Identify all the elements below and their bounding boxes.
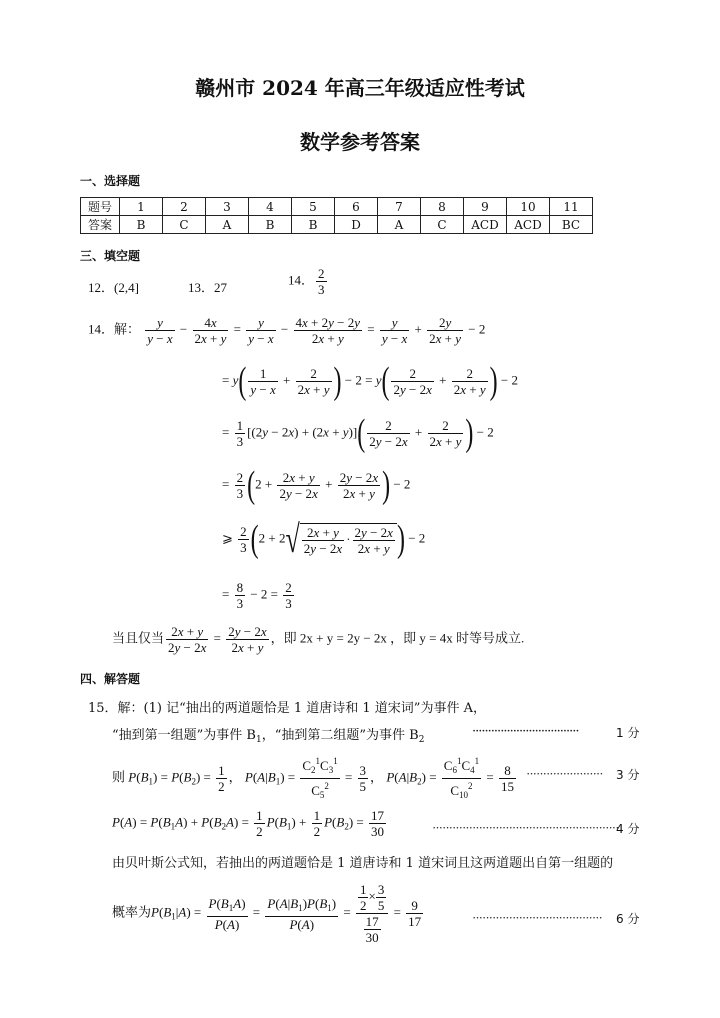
- table-cell: 2: [163, 198, 206, 216]
- document-subtitle: 数学参考答案: [300, 130, 420, 154]
- table-cell: A: [206, 216, 249, 234]
- document-title: 赣州市 2024 年高三年级适应性考试: [195, 76, 525, 100]
- solution-14-line4: = $\frac{2}{3}$ (2 + $\frac{2x + y}{2y - 2x}$ + $\frac{2y - 2x}{2x + y}$ ) − 2: [222, 464, 411, 507]
- fill-answer-12: 12．(2,4]: [88, 280, 139, 295]
- table-row-numbers: [81, 198, 593, 216]
- solution-14-line2: = y( $\frac{1}{y - x}$ + $\frac{2}{2x + y}$ ) − 2 = y( $\frac{2}{2y - 2x}$ + $\frac{2}{2x + y}$ ) − 2: [222, 360, 518, 403]
- table-cell: 4: [249, 198, 292, 216]
- q15-line4: $P(A) = P(B_1A) + P(B_2A)$ = $\frac{1}{2}$ $P(B_1)$ + $\frac{1}{2}$ $P(B_2)$ = $\frac{17}{30}$ ························································ 4 分: [112, 808, 640, 839]
- table-cell: B: [249, 216, 292, 234]
- table-cell: ACD: [464, 216, 507, 234]
- solution-14-line1: 14．解： $\frac{y}{y - x}$ − $\frac{4x}{2x + y}$ = $\frac{y}{y - x}$ − $\frac{4x + 2y - 2y}{2x + y}$ = $\frac{y}{y - x}$ + $\frac{2y}{2x + y}$ − 2: [88, 315, 486, 346]
- table-cell: 7: [378, 198, 421, 216]
- table-cell: BC: [550, 216, 593, 234]
- table-cell: C: [421, 216, 464, 234]
- table-cell: 5: [292, 198, 335, 216]
- q15-bayes-text: 由贝叶斯公式知，若抽出的两道题恰是 1 道唐诗和 1 道宋词且这两道题出自第一组题的: [112, 856, 614, 871]
- fill-answer-13: 13．27: [188, 280, 228, 295]
- table-cell: 9: [464, 198, 507, 216]
- q15-line2: “抽到第一组题”为事件 $B_1$，“抽到第二组题”为事件 $B_2$ ·································· 1 分: [112, 724, 640, 745]
- q15-line3: 则 $P(B_1) = P(B_2)$ = $\frac{1}{2}$ ， $P(A|B_1)$ = $\frac{C_2^1C_3^1}{C_5^2}$ = $\frac{3}{5}$ ， $P(A|B_2)$ = $\frac{C_6^1C_4^1}{C_{10}^2}$ = $\frac{8}{15}$ ······················· 3 分: [112, 756, 640, 800]
- table-cell: 3: [206, 198, 249, 216]
- table-cell: 1: [120, 198, 163, 216]
- section-fill-heading: 三、填空题: [80, 249, 141, 263]
- table-row-answers: [81, 216, 593, 234]
- q15-line6: 概率为$P(B_1|A)$ = $\frac{P(B_1A)}{P(A)}$ = $\frac{P(A|B_1)P(B_1)}{P(A)}$ = $\frac{1}{2}$ × $\frac{3}{5}$ $\frac{17}{30}$ = $\frac{9}{17}$ ······································· 6 分: [112, 882, 640, 945]
- table-cell: 11: [550, 198, 593, 216]
- q15-line1: 15．解：(1) 记“抽出的两道题恰是 1 道唐诗和 1 道宋词”为事件 A，: [88, 701, 486, 716]
- table-cell: ACD: [507, 216, 550, 234]
- table-cell: A: [378, 216, 421, 234]
- section-choice-heading: 一、选择题: [80, 174, 141, 188]
- table-header-label: 题号: [81, 198, 120, 216]
- solution-14-line5: ⩾ $\frac{2}{3}$ (2 + 2√ $\frac{2x + y}{2y - 2x}$ · $\frac{2y - 2x}{2x + y}$ ) − 2: [222, 517, 426, 561]
- table-cell: C: [163, 216, 206, 234]
- table-cell: 6: [335, 198, 378, 216]
- solution-14-equality: 当且仅当 $\frac{2x + y}{2y - 2x}$ = $\frac{2y - 2x}{2x + y}$ ，即 2x + y = 2y − 2x ，即 y = 4x 时等号成立.: [112, 624, 525, 655]
- table-cell: B: [120, 216, 163, 234]
- answer-table: [80, 197, 593, 234]
- table-cell: 8: [421, 198, 464, 216]
- table-cell: D: [335, 216, 378, 234]
- solution-14-line6: = $\frac{8}{3}$ − 2 = $\frac{2}{3}$: [222, 580, 292, 611]
- table-cell: 10: [507, 198, 550, 216]
- section-solve-heading: 四、解答题: [80, 672, 141, 686]
- solution-14-line3: = $\frac{1}{3}$ [(2y − 2x) + (2x + y)]( $\frac{2}{2y - 2x}$ + $\frac{2}{2x + y}$ ) − 2: [222, 412, 494, 455]
- table-header-label: 答案: [81, 216, 120, 234]
- fill-answer-14: 14． $\frac{2}{3}$: [288, 266, 325, 297]
- table-cell: B: [292, 216, 335, 234]
